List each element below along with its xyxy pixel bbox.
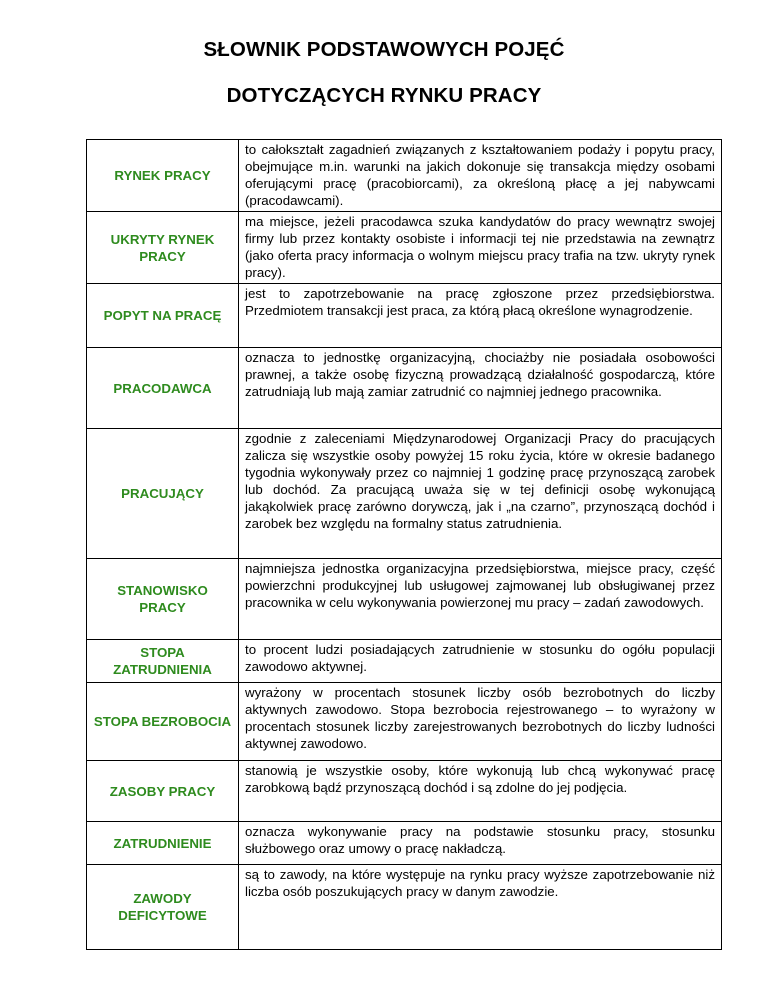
table-row (87, 761, 722, 822)
table-row (87, 865, 722, 950)
document-title: SŁOWNIK PODSTAWOWYCH POJĘĆ (203, 38, 565, 61)
definition-stopa-zatrudnienia: to procent ludzi posiadających zatrudnienie w stosunku do ogółu populacji zawodowo aktywnej. (239, 640, 722, 683)
term-pracodawca: PRACODAWCA (87, 348, 239, 429)
definition-pracodawca: oznacza to jednostkę organizacyjną, chociażby nie posiadała osobowości prawnej, a także osobę fizyczną prowadzącą działalność gospodarczą, które zatrudniają lub mają zamiar zatrudnić co najmniej jednego pracownika. (239, 348, 722, 429)
table-row (87, 212, 722, 284)
term-stanowisko-pracy: STANOWISKO PRACY (87, 559, 239, 640)
term-ukryty-rynek-pracy: UKRYTY RYNEK PRACY (87, 212, 239, 284)
table-row (87, 140, 722, 212)
definition-stopa-bezrobocia: wyrażony w procentach stosunek liczby osób bezrobotnych do liczby aktywnych zawodowo. Stopa bezrobocia rejestrowanego – to wyrażony w procentach stosunek liczby zarejestrowanych bezrobotnych do liczby ludności aktywnej zawodowo. (239, 683, 722, 761)
table-row (87, 559, 722, 640)
table-row (87, 683, 722, 761)
term-stopa-zatrudnienia: STOPA ZATRUDNIENIA (87, 640, 239, 683)
term-zatrudnienie: ZATRUDNIENIE (87, 822, 239, 865)
term-pracujacy: PRACUJĄCY (87, 429, 239, 559)
term-rynek-pracy: RYNEK PRACY (87, 140, 239, 212)
table-row (87, 348, 722, 429)
definition-ukryty-rynek-pracy: ma miejsce, jeżeli pracodawca szuka kandydatów do pracy wewnątrz swojej firmy lub przez kontakty osobiste i informacji tej nie przedstawia na zewnątrz (jako oferta pracy informacja o wolnym miejscu pracy trafia na tzw. ukryty rynek pracy). (239, 212, 722, 284)
term-zasoby-pracy: ZASOBY PRACY (87, 761, 239, 822)
table-row (87, 822, 722, 865)
glossary-table (86, 139, 722, 950)
table-row (87, 429, 722, 559)
table-row (87, 284, 722, 348)
definition-zawody-deficytowe: są to zawody, na które występuje na rynku pracy wyższe zapotrzebowanie niż liczba osób poszukujących pracy w danym zawodzie. (239, 865, 722, 950)
definition-rynek-pracy: to całokształt zagadnień związanych z kształtowaniem podaży i popytu pracy, obejmujące m.in. warunki na jakich dokonuje się transakcja między osobami oferującymi pracę (pracobiorcami), za określoną płacę a jej nabywcami (pracodawcami). (239, 140, 722, 212)
definition-zasoby-pracy: stanowią je wszystkie osoby, które wykonują lub chcą wykonywać pracę zarobkową bądź przynoszącą dochód i są zdolne do jej podjęcia. (239, 761, 722, 822)
definition-pracujacy: zgodnie z zaleceniami Międzynarodowej Organizacji Pracy do pracujących zalicza się wszystkie osoby powyżej 15 roku życia, które w okresie badanego tygodnia wykonywały przez co najmniej 1 godzinę pracę przynoszącą zarobek lub dochód. Za pracującą uważa się w tej definicji osobę wykonującą jakąkolwiek pracę zarówno dorywczą, jak i „na czarno”, przynoszącą dochód i zarobek bez względu na formalny status zatrudnienia. (239, 429, 722, 559)
term-zawody-deficytowe: ZAWODY DEFICYTOWE (87, 865, 239, 950)
definition-zatrudnienie: oznacza wykonywanie pracy na podstawie stosunku pracy, stosunku służbowego oraz umowy o pracę nakładczą. (239, 822, 722, 865)
document-subtitle: DOTYCZĄCYCH RYNKU PRACY (226, 84, 542, 107)
term-popyt-na-prace: POPYT NA PRACĘ (87, 284, 239, 348)
definition-popyt-na-prace: jest to zapotrzebowanie na pracę zgłoszone przez przedsiębiorstwa. Przedmiotem transakcji jest praca, za którą płacą określone wynagrodzenie. (239, 284, 722, 348)
term-stopa-bezrobocia: STOPA BEZROBOCIA (87, 683, 239, 761)
table-row (87, 640, 722, 683)
definition-stanowisko-pracy: najmniejsza jednostka organizacyjna przedsiębiorstwa, miejsce pracy, część powierzchni produkcyjnej lub usługowej zajmowanej lub obsługiwanej przez pracownika w celu wykonywania powierzonej mu pracy – zadań zawodowych. (239, 559, 722, 640)
